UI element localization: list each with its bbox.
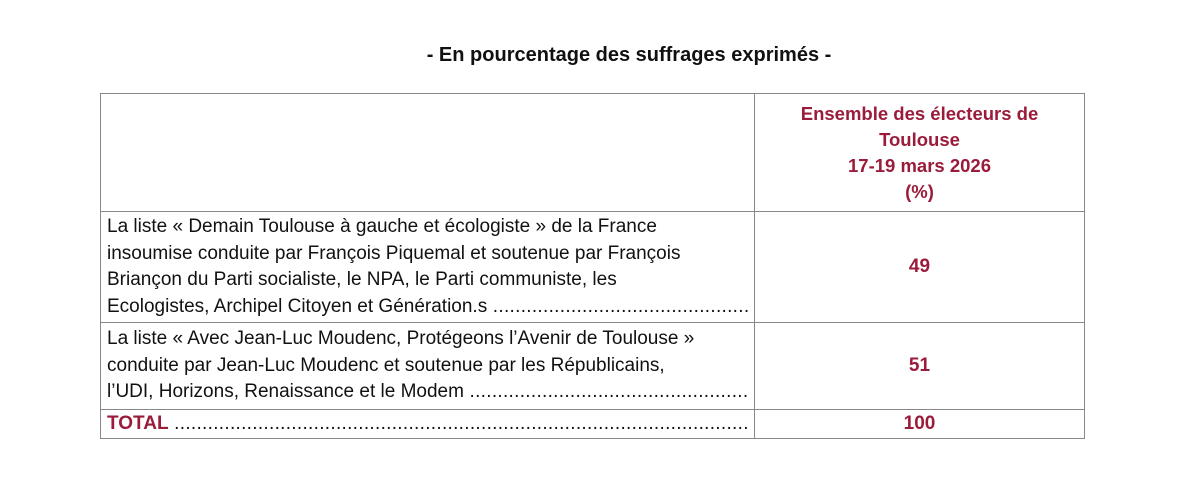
list-label-line: La liste « Avec Jean-Luc Moudenc, Protégeons l’Avenir de Toulouse » xyxy=(107,328,695,350)
total-label: TOTAL xyxy=(107,412,169,434)
dot-leader xyxy=(487,296,748,317)
list-label-line: La liste « Demain Toulouse à gauche et écologiste » de la France xyxy=(107,216,657,237)
list-label-line: insoumise conduite par François Piquemal et soutenue par François xyxy=(107,242,681,264)
list-label-line: l’UDI, Horizons, Renaissance et le Modem xyxy=(107,381,464,403)
list-label-cell xyxy=(101,212,755,323)
total-row xyxy=(101,410,1085,439)
percentage-value: 51 xyxy=(755,323,1085,410)
column-header-line: 17-19 mars 2026 xyxy=(848,154,991,176)
table-row xyxy=(101,323,1085,410)
dot-leader xyxy=(464,381,748,402)
column-header-line: Toulouse xyxy=(879,128,960,150)
results-table xyxy=(100,93,1085,439)
total-label-line xyxy=(107,411,748,438)
column-header-line: Ensemble des électeurs de xyxy=(800,102,1039,124)
list-label-line: conduite par Jean-Luc Moudenc et soutenue par les Républicains, xyxy=(107,354,665,376)
list-label-line-with-dots xyxy=(107,294,748,321)
percentage-value: 49 xyxy=(755,212,1085,323)
total-label-cell xyxy=(101,410,755,439)
list-label-cell xyxy=(101,323,755,410)
table-row xyxy=(101,212,1085,323)
list-label-line-with-dots xyxy=(107,379,748,406)
list-label-line: Ecologistes, Archipel Citoyen et Génération.s xyxy=(107,295,488,317)
total-value: 100 xyxy=(755,410,1085,439)
dot-leader xyxy=(169,413,748,434)
column-header xyxy=(755,94,1085,212)
table-subtitle: - En pourcentage des suffrages exprimés - xyxy=(426,44,832,66)
table-header-row xyxy=(101,94,1085,212)
column-header-line: (%) xyxy=(905,180,934,202)
list-label-line: Briançon du Parti socialiste, le NPA, le Parti communiste, les xyxy=(107,269,617,290)
header-empty-cell xyxy=(101,94,755,212)
